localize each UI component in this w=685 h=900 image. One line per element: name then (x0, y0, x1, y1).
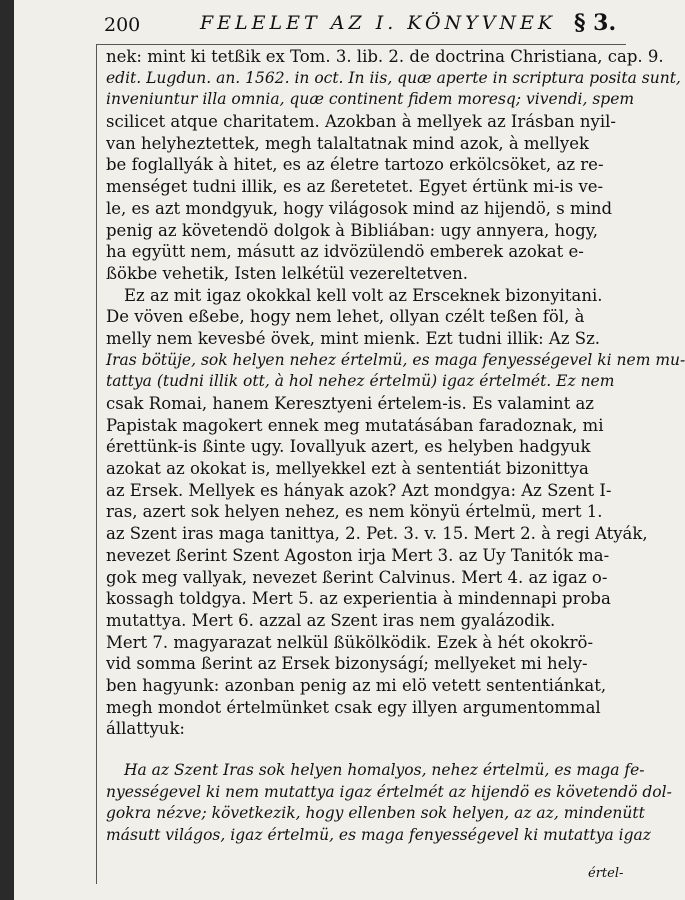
body-text-line: melly nem kevesbé övek, mint mienk. Ezt tudni illik: Az Sz. (106, 328, 601, 348)
body-text-line: scilicet atque charitatem. Azokban à mellyek az Irásban nyil- (106, 112, 616, 132)
quote-text-line: gokra nézve; következik, hogy ellenben sok helyen, az az, mindenütt (106, 804, 645, 823)
body-text-line: nevezet ßerint Szent Agoston irja Mert 3. az Uy Tanitók ma- (106, 545, 610, 565)
section-mark: § 3. (574, 10, 617, 36)
body-text-line: kossagh toldgya. Mert 5. az experientia à mindennapi proba (106, 589, 611, 609)
body-text-line: tattya (tudni illik ott, à hol nehez értelmü) igaz értelmét. Ez nem (106, 372, 615, 391)
body-text-line: ha együtt nem, másutt az idvözülendö emberek azokat e- (106, 242, 584, 262)
quote-text-line: másutt világos, igaz értelmü, es maga fenyességevel ki mutattya igaz (106, 826, 651, 845)
body-text-line: Mert 7. magyarazat nelkül ßükölködik. Ezek à hét okokrö- (106, 632, 594, 652)
body-text-line: menséget tudni illik, es az ßeretetet. Egyet értünk mi-is ve- (106, 177, 604, 197)
quoted-argument (106, 760, 672, 847)
body-text-line: ras, azert sok helyen nehez, es nem könyü értelmü, mert 1. (106, 502, 603, 522)
body-text-line: gok meg vallyak, nevezet ßerint Calvinus. Mert 4. az igaz o- (106, 567, 608, 587)
body-text-line: az Szent iras maga tanittya, 2. Pet. 3. v. 15. Mert 2. à regi Atyák, (106, 524, 648, 544)
body-text-line: vid somma ßerint az Ersek bizonyságí; mellyeket mi hely- (106, 654, 588, 674)
body-text-line: ßökbe vehetik, Isten lelkétül vezereltetven. (106, 263, 468, 283)
body-text-line: Ez az mit igaz okokkal kell volt az Ersceknek bizonyitani. (124, 285, 603, 305)
running-head: FELELET AZ I. KÖNYVNEK (200, 12, 557, 34)
body-text-line: állattyuk: (106, 719, 185, 739)
book-gutter-shadow (0, 0, 14, 900)
body-text-line: edit. Lugdun. an. 1562. in oct. In iis, quæ aperte in scriptura posita sunt, (106, 68, 681, 87)
body-text-line: be foglallyák à hitet, es az életre tartozo erkölcsöket, az re- (106, 155, 604, 175)
body-text-line: le, es azt mondgyuk, hogy világosok mind az hijendö, s mind (106, 198, 613, 218)
body-text-line: Iras bötüje, sok helyen nehez értelmü, es maga fenyességevel ki nem mu- (106, 350, 685, 369)
body-text (106, 46, 685, 740)
quote-text-line: nyességevel ki nem mutattya igaz értelmét az hijendö es követendö dol- (106, 782, 672, 801)
header-rule (96, 44, 626, 45)
body-text-line: azokat az okokat is, mellyekkel ezt à sententiát bizonittya (106, 459, 589, 479)
body-text-line: nek: mint ki tetßik ex Tom. 3. lib. 2. de doctrina Christiana, cap. 9. (106, 47, 664, 66)
body-text-line: mutattya. Mert 6. azzal az Szent iras nem gyalázodik. (106, 610, 556, 630)
body-text-line: inveniuntur illa omnia, quæ continent fidem moresq; vivendi, spem (106, 90, 635, 109)
body-text-line: megh mondot értelmünket csak egy illyen argumentommal (106, 697, 601, 717)
catchword: értel- (588, 866, 624, 881)
body-text-line: van helyheztettek, megh talaltatnak mind azok, à mellyek (106, 133, 589, 153)
body-text-line: csak Romai, hanem Keresztyeni értelem-is. Es valamint az (106, 394, 594, 413)
body-text-line: penig az követendö dolgok à Bibliában: ugy annyera, hogy, (106, 220, 599, 240)
body-text-line: Papistak magokert ennek meg mutatásában faradoznak, mi (106, 415, 604, 435)
left-margin-rule (96, 44, 97, 884)
body-text-line: az Ersek. Mellyek es hányak azok? Azt mondgya: Az Szent I- (106, 480, 612, 500)
page-header (96, 4, 632, 42)
page-number: 200 (104, 14, 141, 36)
body-text-line: De vöven eßebe, hogy nem lehet, ollyan czélt teßen föl, à (106, 307, 585, 327)
body-text-line: érettünk-is ßinte ugy. Iovallyuk azert, es helyben hadgyuk (106, 437, 591, 457)
quote-text-line: Ha az Szent Iras sok helyen homalyos, nehez értelmü, es maga fe- (124, 761, 645, 779)
body-text-line: ben hagyunk: azonban penig az mi elö vetett sententiánkat, (106, 675, 607, 695)
